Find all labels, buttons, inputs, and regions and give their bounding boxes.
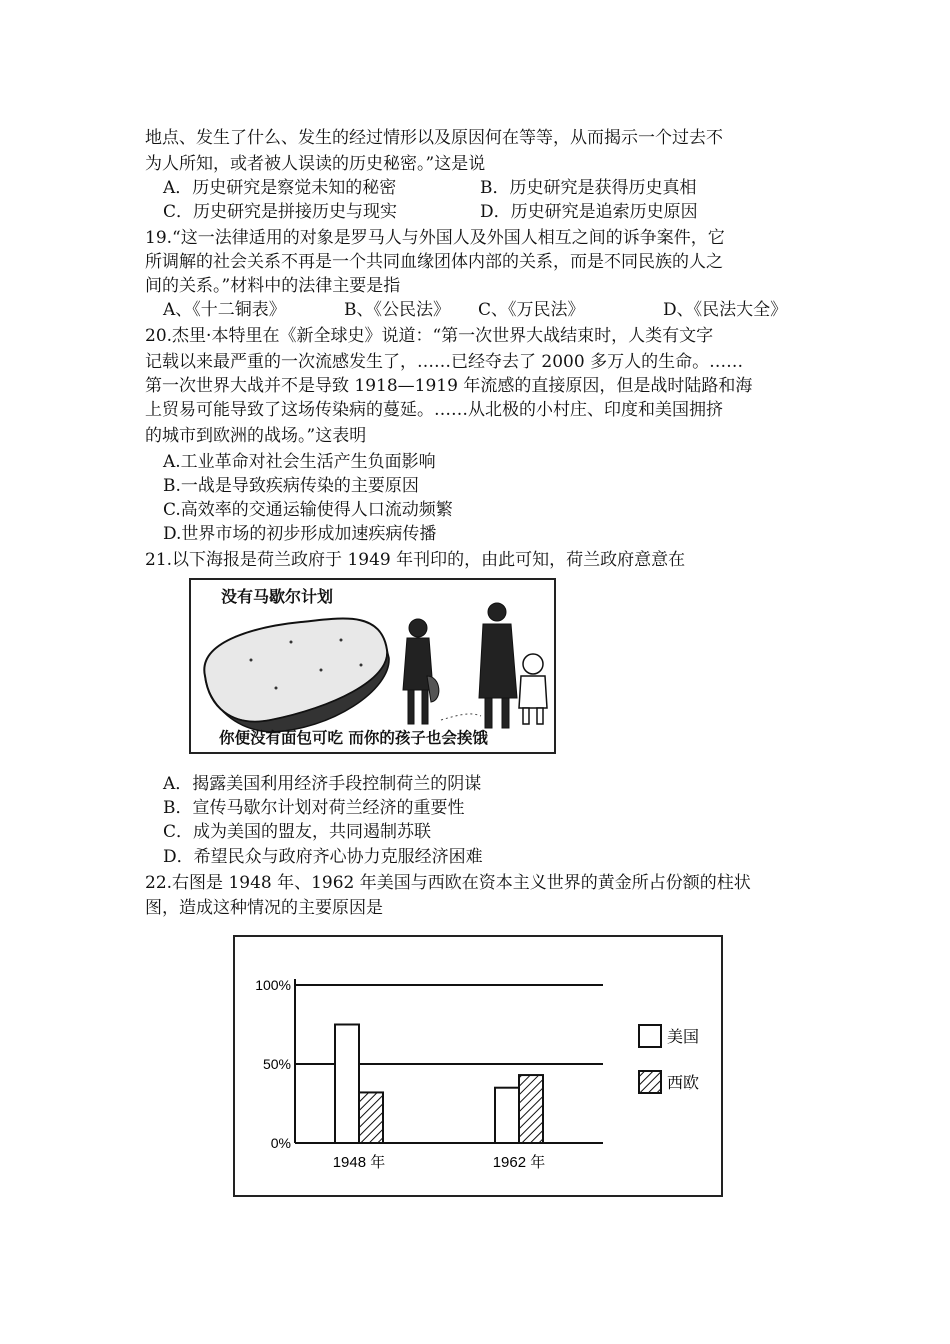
x-tick-label: 1962 年 xyxy=(492,1154,546,1171)
bar-usa xyxy=(335,1025,359,1144)
q21-option-a[interactable]: A．揭露美国利用经济手段控制荷兰的阴谋 xyxy=(163,774,482,794)
q19-option-d[interactable]: D、《民法大全》 xyxy=(663,300,788,320)
q21-option-c[interactable]: C．成为美国的盟友，共同遏制苏联 xyxy=(163,822,432,842)
legend-swatch xyxy=(639,1071,661,1093)
q20-stem-line-5: 的城市到欧洲的战场。”这表明 xyxy=(145,426,367,446)
y-tick-label: 100% xyxy=(255,977,291,993)
child-figure-left xyxy=(403,619,439,724)
poster-top-caption: 没有马歇尔计划 xyxy=(221,587,334,606)
q22-stem-line-2: 图，造成这种情况的主要原因是 xyxy=(145,898,383,918)
y-tick-label: 50% xyxy=(262,1056,291,1072)
q20-option-c[interactable]: C.高效率的交通运输使得人口流动频繁 xyxy=(163,500,453,520)
q20-stem-line-2: 记载以来最严重的一次流感发生了，……已经夺去了 2000 多万人的生命。…… xyxy=(145,352,744,372)
q18-option-d[interactable]: D．历史研究是追索历史原因 xyxy=(480,202,698,222)
q19-stem-line-1: 19.“这一法律适用的对象是罗马人与外国人及外国人相互之间的诉争案件，它 xyxy=(145,228,725,248)
chart-canvas xyxy=(235,937,721,1195)
q21-stem: 21.以下海报是荷兰政府于 1949 年刊印的，由此可知，荷兰政府意意在 xyxy=(145,550,686,570)
q20-stem-line-4: 上贸易可能导致了这场传染病的蔓延。……从北极的小村庄、印度和美国拥挤 xyxy=(145,400,723,420)
q22-stem-line-1: 22.右图是 1948 年、1962 年美国与西欧在资本主义世界的黄金所占份额的柱状 xyxy=(145,873,751,893)
child-figure-right xyxy=(519,654,547,724)
legend-label: 美国 xyxy=(667,1027,700,1046)
q18-stem-line-2: 为人所知，或者被人误读的历史秘密。”这是说 xyxy=(145,154,486,174)
q20-stem-line-3: 第一次世界大战并不是导致 1918—1919 年流感的直接原因，但是战时陆路和海 xyxy=(145,376,753,396)
q18-option-a[interactable]: A．历史研究是察觉未知的秘密 xyxy=(163,178,397,198)
q20-stem-line-1: 20.杰里·本特里在《新全球史》说道：“第一次世界大战结束时，人类有文字 xyxy=(145,326,714,346)
bar-usa xyxy=(495,1088,519,1143)
marshall-plan-poster xyxy=(189,578,556,754)
bar-western-europe xyxy=(359,1092,383,1143)
q21-option-b[interactable]: B．宣传马歇尔计划对荷兰经济的重要性 xyxy=(163,798,465,818)
q18-option-c[interactable]: C．历史研究是拼接历史与现实 xyxy=(163,202,398,222)
q21-option-d[interactable]: D．希望民众与政府齐心协力克服经济困难 xyxy=(163,847,483,867)
q19-stem-line-3: 间的关系。”材料中的法律主要是指 xyxy=(145,276,401,296)
q20-option-b[interactable]: B.一战是导致疾病传染的主要原因 xyxy=(163,476,419,496)
q18-stem-line-1: 地点、发生了什么、发生的经过情形以及原因何在等等，从而揭示一个过去不 xyxy=(145,128,723,148)
q19-option-a[interactable]: A、《十二铜表》 xyxy=(163,300,286,320)
q18-option-b[interactable]: B．历史研究是获得历史真相 xyxy=(480,178,697,198)
y-tick-label: 0% xyxy=(270,1135,291,1151)
q19-option-b[interactable]: B、《公民法》 xyxy=(344,300,450,320)
child-figure-middle xyxy=(479,603,517,728)
gold-share-bar-chart xyxy=(233,935,723,1197)
legend-swatch xyxy=(639,1025,661,1047)
q19-option-c[interactable]: C、《万民法》 xyxy=(478,300,585,320)
x-tick-label: 1948 年 xyxy=(332,1154,386,1171)
q20-option-a[interactable]: A.工业革命对社会生活产生负面影响 xyxy=(163,452,436,472)
legend-label: 西欧 xyxy=(667,1073,700,1092)
q20-option-d[interactable]: D.世界市场的初步形成加速疾病传播 xyxy=(163,524,437,544)
q19-stem-line-2: 所调解的社会关系不再是一个共同血缘团体内部的关系，而是不同民族的人之 xyxy=(145,252,723,272)
bread-loaf-illustration xyxy=(204,619,389,732)
poster-bottom-caption: 你便没有面包可吃 而你的孩子也会挨饿 xyxy=(219,729,488,747)
bar-western-europe xyxy=(519,1075,543,1143)
